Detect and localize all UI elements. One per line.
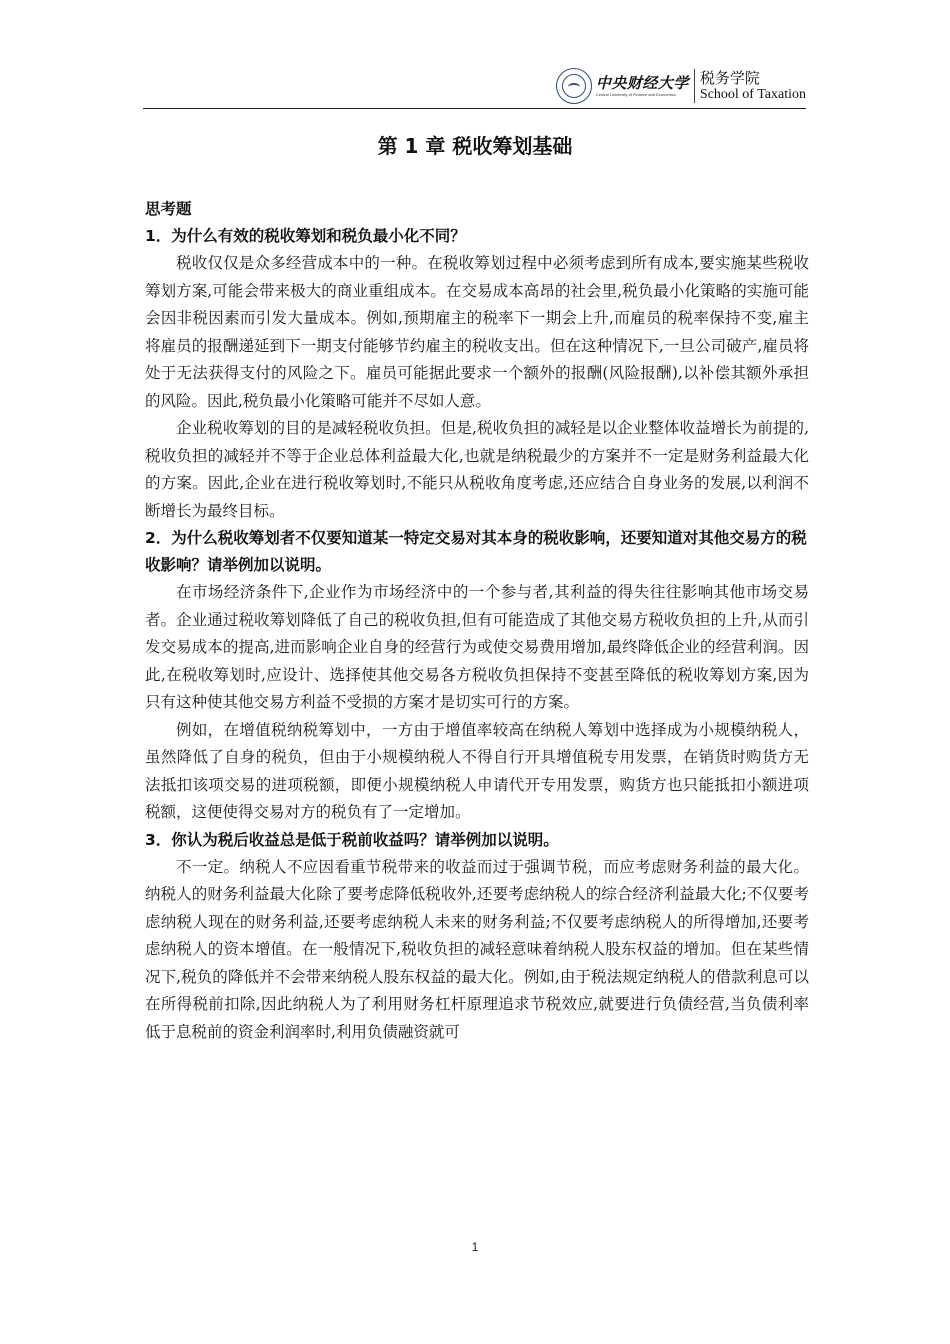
school-name-en: School of Taxation <box>699 87 806 102</box>
question-1: 1．为什么有效的税收筹划和税负最小化不同？ <box>145 227 466 245</box>
chapter-title: 第 1 章 税收筹划基础 <box>377 134 573 158</box>
page-number: 1 <box>471 1240 479 1254</box>
page-header <box>143 62 806 109</box>
university-name <box>596 69 695 103</box>
answer-paragraph: 例如，在增值税纳税筹划中，一方由于增值率较高在纳税人筹划中选择成为小规模纳税人，虽然降低了自身的税负，但由于小规模纳税人不得自行开具增值税专用发票，在销货时购货方无法抵扣该项交易的进项税额，即便小规模纳税人申请代开专用发票，购货方也只能抵扣小额进项税额，这便使得交易对方的税负有了一定增加。 <box>145 720 809 821</box>
university-name-cn: 中央财经大学 <box>595 74 689 92</box>
question-2: 2．为什么税收筹划者不仅要知道某一特定交易对其本身的税收影响，还要知道对其他交易方的税收影响？请举例加以说明。 <box>145 529 807 574</box>
answer-paragraph: 企业税收筹划的目的是减轻税收负担。但是,税收负担的减轻是以企业整体收益增长为前提的,税收负担的减轻并不等于企业总体利益最大化,也就是纳税最少的方案并不一定是财务利益最大化的方案。因此,企业在进行税收筹划时,不能只从税收角度考虑,还应结合自身业务的发展,以利润不断增长为最终目标。 <box>145 419 809 520</box>
university-seal-icon <box>556 68 592 104</box>
document-body <box>145 196 809 1046</box>
university-name-en: Central University of Finance and Economics <box>595 92 676 97</box>
answer-paragraph: 税收仅仅是众多经营成本中的一种。在税收筹划过程中必须考虑到所有成本,要实施某些税收筹划方案,可能会带来极大的商业重组成本。在交易成本高昂的社会里,税负最小化策略的实施可能会因非税因素而引发大量成本。例如,预期雇主的税率下一期会上升,而雇员的税率保持不变,雇主将雇员的报酬递延到下一期支付能够节约雇主的税收支出。但在这种情况下,一旦公司破产,雇员将处于无法获得支付的风险之下。雇员可能据此要求一个额外的报酬(风险报酬),以补偿其额外承担的风险。因此,税负最小化策略可能并不尽如人意。 <box>145 254 809 410</box>
school-name <box>695 69 806 103</box>
answer-paragraph: 在市场经济条件下,企业作为市场经济中的一个参与者,其利益的得失往往影响其他市场交易者。企业通过税收筹划降低了自己的税收负担,但有可能造成了其他交易方税收负担的上升,从而引发交易成本的提高,进而影响企业自身的经营行为或使交易费用增加,最终降低企业的经营利润。因此,在税收筹划时,应设计、选择使其他交易各方税收负担保持不变甚至降低的税收筹划方案,因为只有这种使其他交易方利益不受损的方案才是切实可行的方案。 <box>145 583 809 711</box>
institution-logo <box>556 66 806 106</box>
section-heading: 思考题 <box>145 200 192 218</box>
question-3: 3．你认为税后收益总是低于税前收益吗？请举例加以说明。 <box>145 830 559 849</box>
school-name-cn: 税务学院 <box>699 69 760 87</box>
answer-paragraph: 不一定。纳税人不应因看重节税带来的收益而过于强调节税，而应考虑财务利益的最大化。纳税人的财务利益最大化除了要考虑降低税收外,还要考虑纳税人的综合经济利益最大化;不仅要考虑纳税人现在的财务利益,还要考虑纳税人未来的财务利益;不仅要考虑纳税人的所得增加,还要考虑纳税人的资本增值。在一般情况下,税收负担的减轻意味着纳税人股东权益的增加。但在某些情况下,税负的降低并不会带来纳税人股东权益的最大化。例如,由于税法规定纳税人的借款利息可以在所得税前扣除,因此纳税人为了利用财务杠杆原理追求节税效应,就要进行负债经营,当负债利率低于息税前的资金利润率时,利用负债融资就可 <box>145 857 809 1041</box>
